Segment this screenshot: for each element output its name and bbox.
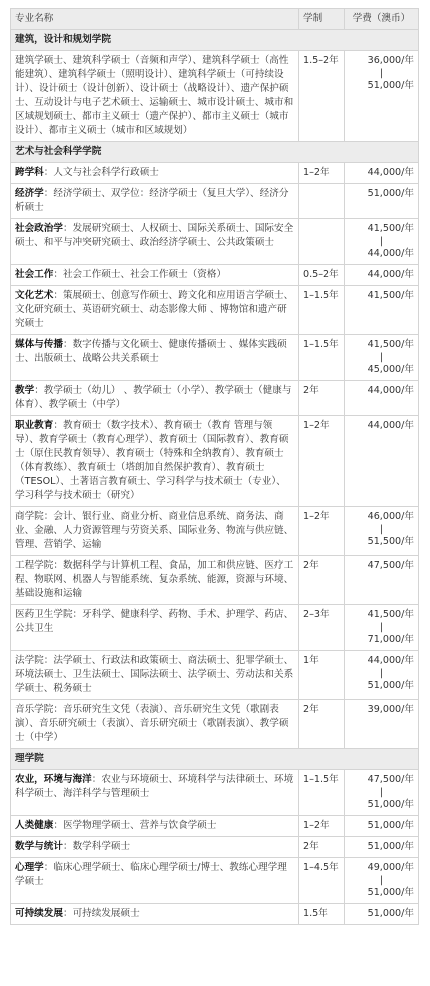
table-row — [11, 837, 419, 858]
fee-amount: 47,500/年 — [367, 774, 414, 785]
duration-cell: 2年 — [299, 381, 345, 416]
program-list: 教学硕士（幼儿） 、教学硕士（小学）、教学硕士（健康与体育）、教学硕士（中学） — [15, 385, 292, 410]
fee-cell — [345, 286, 419, 335]
discipline-separator: ： — [53, 290, 63, 301]
program-list: 社会工作硕士、社会工作硕士（资格） — [62, 269, 227, 280]
discipline-separator: ： — [62, 908, 73, 919]
program-cell — [11, 904, 299, 925]
fee-cell — [345, 837, 419, 858]
program-list: 工程学院：数据科学与计算机工程、食品，加工和供应链、医疗工程、物联网、机器人与智能系统、复杂系统、能源，资源与环境、基础设施和运输 — [15, 560, 294, 599]
fee-cell — [345, 556, 419, 605]
duration-cell: 2年 — [299, 837, 345, 858]
discipline-name: 媒体与传播 — [15, 339, 63, 350]
program-cell — [11, 184, 299, 219]
discipline-name: 人类健康 — [15, 820, 54, 831]
fee-cell — [345, 605, 419, 651]
section-header-row — [11, 749, 419, 770]
fee-amount: 51,500/年 — [367, 536, 414, 547]
program-cell — [11, 816, 299, 837]
discipline-separator: ： — [53, 420, 63, 431]
fee-cell — [345, 265, 419, 286]
section-title: 艺术与社会科学学院 — [11, 142, 419, 163]
fee-table-container — [10, 8, 418, 925]
table-row — [11, 605, 419, 651]
table-row — [11, 858, 419, 904]
table-body — [11, 30, 419, 925]
program-list: 农业与环境硕士、环境科学与法律硕士、环境科学硕士、海洋科学与管理硕士 — [15, 774, 294, 799]
fee-range-separator: | — [379, 668, 384, 679]
fee-cell — [345, 904, 419, 925]
duration-cell: 2年 — [299, 556, 345, 605]
fee-amount: 51,000/年 — [367, 841, 414, 852]
program-cell — [11, 219, 299, 265]
fee-range-separator: | — [379, 622, 384, 633]
program-cell — [11, 286, 299, 335]
fee-amount: 41,500/年 — [367, 609, 414, 620]
program-cell — [11, 51, 299, 142]
duration-cell: 1–2年 — [299, 816, 345, 837]
discipline-name: 可持续发展 — [15, 908, 63, 919]
table-row — [11, 286, 419, 335]
discipline-separator: ： — [53, 820, 63, 831]
program-list: 临床心理学硕士、临床心理学硕士/博士、教练心理学理学硕士 — [15, 862, 287, 887]
fee-amount: 51,000/年 — [367, 887, 414, 898]
program-list: 教育硕士（数字技术）、教育硕士（教育 管理与领导）、教育学硕士（教育心理学）、教育硕士（国际教育）、教育硕士（原住民教育领导）、教育硕士（特殊和全纳教育）、教育硕士（体育教练）、教育硕士（塔朗加自然保护教育）、教育硕士（TESOL）、土著语言教育硕士、学习科学与技术硕士（专业）、学习科学与技术硕士（研究） — [15, 420, 289, 501]
duration-cell — [299, 184, 345, 219]
fee-amount: 45,000/年 — [367, 364, 414, 375]
fee-amount: 44,000/年 — [367, 420, 414, 431]
program-list: 数字传播与文化硕士、健康传播硕士 、媒体实践硕士、出版硕士、战略公共关系硕士 — [15, 339, 287, 364]
duration-cell: 1–2年 — [299, 163, 345, 184]
duration-cell: 1–2年 — [299, 507, 345, 556]
fee-amount: 41,500/年 — [367, 223, 414, 234]
program-fee-table — [10, 8, 419, 925]
table-row — [11, 51, 419, 142]
discipline-separator: ： — [62, 339, 73, 350]
program-cell — [11, 556, 299, 605]
section-header-row — [11, 30, 419, 51]
fee-amount: 39,000/年 — [367, 704, 414, 715]
table-row — [11, 700, 419, 749]
table-row — [11, 556, 419, 605]
fee-cell — [345, 858, 419, 904]
duration-cell: 1年 — [299, 651, 345, 700]
duration-cell: 1–1.5年 — [299, 770, 345, 816]
fee-amount: 51,000/年 — [367, 680, 414, 691]
fee-cell — [345, 219, 419, 265]
discipline-name: 跨学科 — [15, 167, 44, 178]
fee-cell — [345, 184, 419, 219]
duration-cell: 0.5–2年 — [299, 265, 345, 286]
discipline-separator: ： — [43, 188, 54, 199]
fee-cell — [345, 163, 419, 184]
fee-amount: 44,000/年 — [367, 385, 414, 396]
duration-cell — [299, 219, 345, 265]
section-title: 理学院 — [11, 749, 419, 770]
table-row — [11, 184, 419, 219]
program-cell — [11, 163, 299, 184]
program-list: 经济学硕士、双学位：经济学硕士（复旦大学）、经济分析硕士 — [15, 188, 289, 213]
duration-cell: 2–3年 — [299, 605, 345, 651]
fee-amount: 71,000/年 — [367, 634, 414, 645]
program-cell — [11, 265, 299, 286]
fee-cell — [345, 416, 419, 507]
fee-amount: 49,000/年 — [367, 862, 414, 873]
program-list: 人文与社会科学行政硕士 — [53, 167, 159, 178]
duration-cell: 1.5年 — [299, 904, 345, 925]
fee-cell — [345, 770, 419, 816]
fee-range-separator: | — [379, 352, 384, 363]
table-row — [11, 265, 419, 286]
table-row — [11, 507, 419, 556]
discipline-separator: ： — [62, 223, 73, 234]
fee-amount: 44,000/年 — [367, 248, 414, 259]
program-cell — [11, 381, 299, 416]
program-cell — [11, 335, 299, 381]
discipline-name: 职业教育 — [15, 420, 54, 431]
table-row — [11, 219, 419, 265]
fee-cell — [345, 51, 419, 142]
fee-range-separator: | — [379, 875, 384, 886]
program-cell — [11, 416, 299, 507]
fee-cell — [345, 700, 419, 749]
program-cell — [11, 507, 299, 556]
discipline-name: 心理学 — [15, 862, 44, 873]
program-cell — [11, 700, 299, 749]
duration-cell: 2年 — [299, 700, 345, 749]
discipline-name: 教学 — [15, 385, 35, 396]
program-list: 发展研究硕士、人权硕士、国际关系硕士、国际安全硕士、和平与冲突研究硕士、政治经济学硕士、公共政策硕士 — [15, 223, 294, 248]
section-header-row — [11, 142, 419, 163]
fee-amount: 44,000/年 — [367, 167, 414, 178]
fee-amount: 51,000/年 — [367, 820, 414, 831]
fee-cell — [345, 816, 419, 837]
fee-amount: 41,500/年 — [367, 290, 414, 301]
table-row — [11, 816, 419, 837]
fee-range-separator: | — [379, 524, 384, 535]
header-program: 专业名称 — [11, 9, 299, 30]
table-row — [11, 381, 419, 416]
program-list: 医学物理学硕士、营养与饮食学硕士 — [62, 820, 217, 831]
fee-range-separator: | — [379, 787, 384, 798]
program-cell — [11, 858, 299, 904]
program-list: 商学院：会计、银行业、商业分析、商业信息系统、商务法、商业、金融、人力资源管理与劳资关系、国际业务、物流与供应链、管理、营销学、运输 — [15, 511, 294, 550]
fee-amount: 46,000/年 — [367, 511, 414, 522]
fee-amount: 51,000/年 — [367, 799, 414, 810]
fee-amount: 51,000/年 — [367, 908, 414, 919]
program-list: 音乐学院：音乐研究生文凭（表演）、音乐研究生文凭（歌剧表演）、音乐研究硕士（表演）、音乐研究硕士（歌剧表演）、教学硕士（中学） — [15, 704, 289, 743]
duration-cell: 1–1.5年 — [299, 286, 345, 335]
program-list: 可持续发展硕士 — [72, 908, 140, 919]
discipline-separator: ： — [43, 862, 54, 873]
discipline-separator: ： — [34, 385, 44, 396]
table-row — [11, 335, 419, 381]
duration-cell: 1–1.5年 — [299, 335, 345, 381]
fee-range-separator: | — [379, 236, 384, 247]
fee-amount: 51,000/年 — [367, 80, 414, 91]
discipline-separator: ： — [53, 269, 63, 280]
header-duration: 学制 — [299, 9, 345, 30]
table-row — [11, 416, 419, 507]
fee-amount: 44,000/年 — [367, 655, 414, 666]
discipline-name: 社会政治学 — [15, 223, 63, 234]
fee-cell — [345, 381, 419, 416]
discipline-name: 社会工作 — [15, 269, 54, 280]
discipline-name: 经济学 — [15, 188, 44, 199]
table-row — [11, 770, 419, 816]
fee-amount: 51,000/年 — [367, 188, 414, 199]
program-list: 建筑学硕士、建筑科学硕士（音频和声学）、建筑科学硕士（高性能建筑）、建筑科学硕士（照明设计）、建筑科学硕士（可持续设计）、设计硕士（设计创新）、设计硕士（战略设计）、遗产保护硕士、互动设计与电子艺术硕士、运输硕士、城市设计硕士、城市和区域规划硕士、都市主义硕士（遗产保护）、都市主义硕士（城市设计）、都市主义硕士（城市和区域规划） — [15, 55, 294, 136]
discipline-name: 数学与统计 — [15, 841, 63, 852]
duration-cell: 1.5–2年 — [299, 51, 345, 142]
program-list: 法学院：法学硕士、行政法和政策硕士、商法硕士、犯罪学硕士、环境法硕士、卫生法硕士、国际法硕士、法学硕士、劳动法和关系学硕士、税务硕士 — [15, 655, 294, 694]
discipline-separator: ： — [43, 167, 54, 178]
discipline-separator: ： — [62, 841, 73, 852]
discipline-separator: ： — [91, 774, 102, 785]
fee-amount: 41,500/年 — [367, 339, 414, 350]
table-row — [11, 904, 419, 925]
fee-cell — [345, 651, 419, 700]
fee-range-separator: | — [379, 68, 384, 79]
program-list: 策展硕士、创意写作硕士、跨文化和应用语言学硕士、文化研究硕士、英语研究硕士、动态影像大师 、博物馆和遗产研究硕士 — [15, 290, 294, 329]
section-title: 建筑，设计和规划学院 — [11, 30, 419, 51]
program-list: 医药卫生学院：牙科学、健康科学、药物、手术、护理学、药店、公共卫生 — [15, 609, 294, 634]
table-row — [11, 651, 419, 700]
discipline-name: 文化艺术 — [15, 290, 54, 301]
fee-amount: 47,500/年 — [367, 560, 414, 571]
fee-cell — [345, 335, 419, 381]
fee-amount: 44,000/年 — [367, 269, 414, 280]
program-cell — [11, 605, 299, 651]
program-cell — [11, 651, 299, 700]
fee-amount: 36,000/年 — [367, 55, 414, 66]
program-list: 数学科学硕士 — [72, 841, 131, 852]
duration-cell: 1–4.5年 — [299, 858, 345, 904]
table-header-row — [11, 9, 419, 30]
program-cell — [11, 837, 299, 858]
program-cell — [11, 770, 299, 816]
table-row — [11, 163, 419, 184]
fee-cell — [345, 507, 419, 556]
header-fee: 学费（澳币） — [345, 9, 419, 30]
discipline-name: 农业，环境与海洋 — [15, 774, 92, 785]
duration-cell: 1–2年 — [299, 416, 345, 507]
